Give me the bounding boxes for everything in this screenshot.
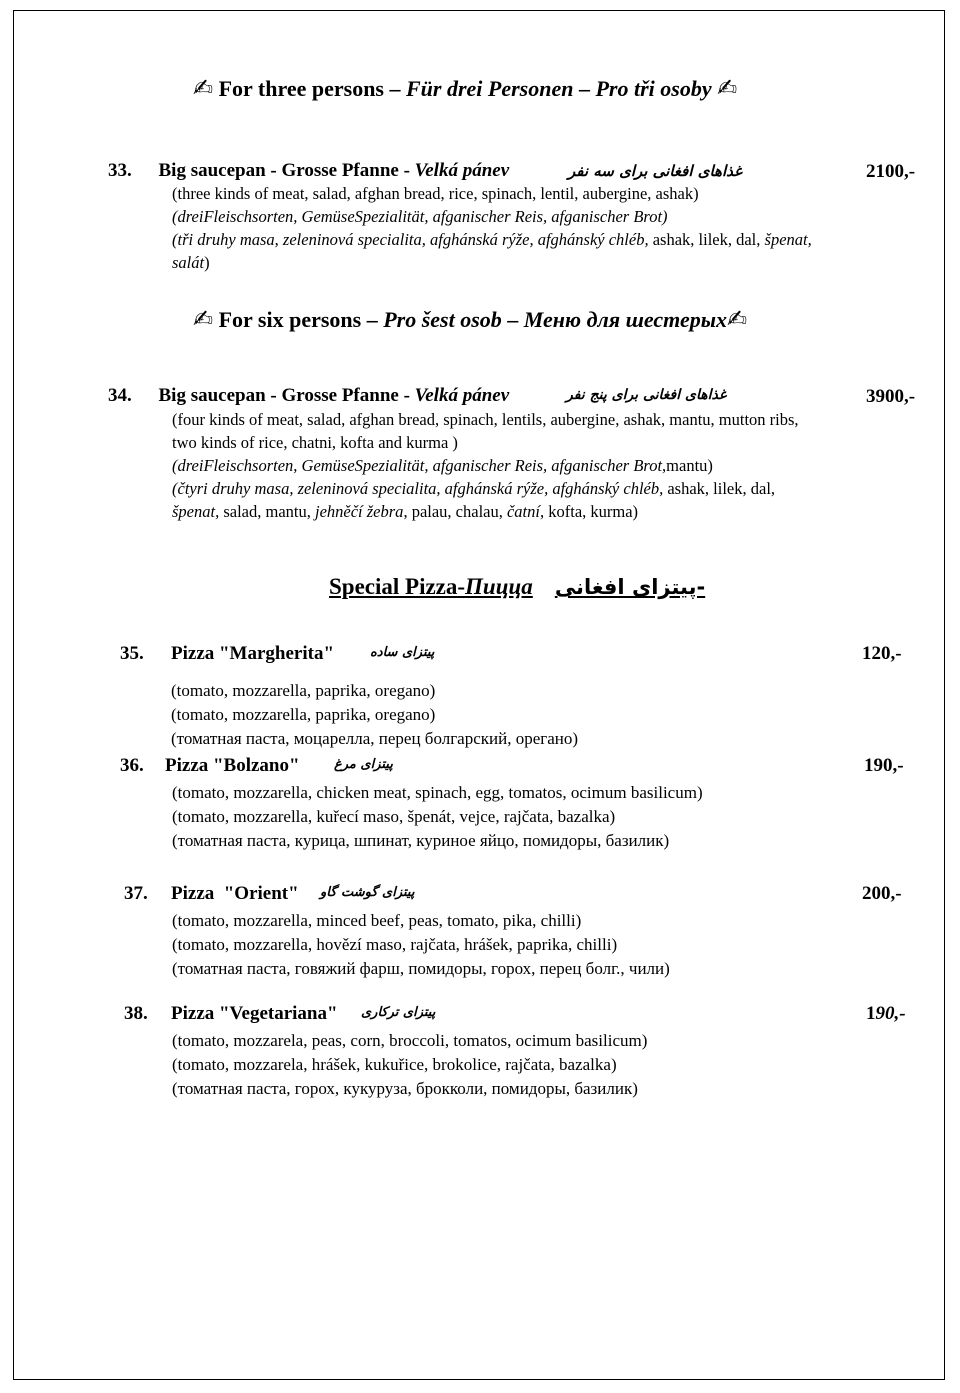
pizza-section-title: Special Pizza-Пицца -پیتزای افغانی <box>329 574 706 599</box>
pizza-item-37: 37. Pizza "Orient" پیتزای گوشت گاو 200,- (tomato, mozzarella, minced beef, peas, tomato, pika, chilli) (tomato, mozzarella, hovězí maso, rajčata, hrášek, paprika, chilli) (томатная паста, говяжий фарш, помидоры, горох, перец болг., чили) <box>124 883 902 978</box>
pizza-item-38: 38. Pizza "Vegetariana" پیتزای ترکاری 190,- (tomato, mozzarela, peas, corn, broccoli, tomatos, ocimum basilicum) (tomato, mozzarela, hrášek, kukuřice, brokolice, rajčata, bazalka) (томатная паста, горох, кукуруза, брокколи, помидоры, базилик) <box>124 1003 906 1098</box>
item-34-price: 3900,- <box>866 386 916 407</box>
item-34-persian: غذاهای افغانی برای پنج نفر <box>566 387 727 403</box>
hand-writing-icon: ✍ <box>193 74 214 102</box>
hand-writing-icon: ✍ <box>727 305 748 333</box>
item-33-price: 2100,- <box>866 161 916 182</box>
item-33-desc: (three kinds of meat, salad, afghan bread, rice, spinach, lentil, aubergine, ashak) (dreiFleischsorten, GemüseSpezialität, afganischer Reis, afganischer Brot) (tři druhy masa, zeleninová specialita, afghánská rýže, afghánský chléb, ashak, lilek, dal, špenat, salát) <box>172 184 812 272</box>
item-34-desc: (four kinds of meat, salad, afghan bread, spinach, lentils, aubergine, ashak, mantu, mutton ribs, two kinds of rice, chatni, kofta and kurma ) (dreiFleischsorten, GemüseSpezialität, afganischer Reis, afganischer Brot,mantu) (čtyri druhy masa, zeleninová specialita, afghánská rýže, afghánský chléb, ashak, lilek, dal, špenat, salad, mantu, jehněčí žebra, palau, chalau, čatní, kofta, kurma) <box>172 410 799 521</box>
item-34-title: 34. Big saucepan - Grosse Pfanne - Velká pánev <box>108 385 510 406</box>
item-33-persian: غذاهای افغانی برای سه نفر <box>568 162 742 180</box>
section-heading-six: ✍ For six persons – Pro šest osob – Меню для шестерых✍ <box>193 305 748 333</box>
hand-writing-icon: ✍ <box>717 74 738 102</box>
section-heading-three: ✍ For three persons – Für drei Personen – Pro tři osoby ✍ <box>193 74 738 102</box>
item-33-title: 33. Big saucepan - Grosse Pfanne - Velká pánev <box>108 160 510 181</box>
pizza-item-36: 36. Pizza "Bolzano" پیتزای مرغ 190,- (tomato, mozzarella, chicken meat, spinach, egg, tomatos, ocimum basilicum) (tomato, mozzarella, kuřecí maso, špenát, vejce, rajčata, bazalka) (томатная паста, курица, шпинат, куриное яйцо, помидоры, базилик) <box>120 755 904 850</box>
pizza-item-35: 35. Pizza "Margherita" پیتزای ساده 120,- (tomato, mozzarella, paprika, oregano) (tomato, mozzarella, paprika, oregano) (томатная паста, моцарелла, перец болгарский, орегано) <box>120 643 902 748</box>
hand-writing-icon: ✍ <box>193 305 214 333</box>
